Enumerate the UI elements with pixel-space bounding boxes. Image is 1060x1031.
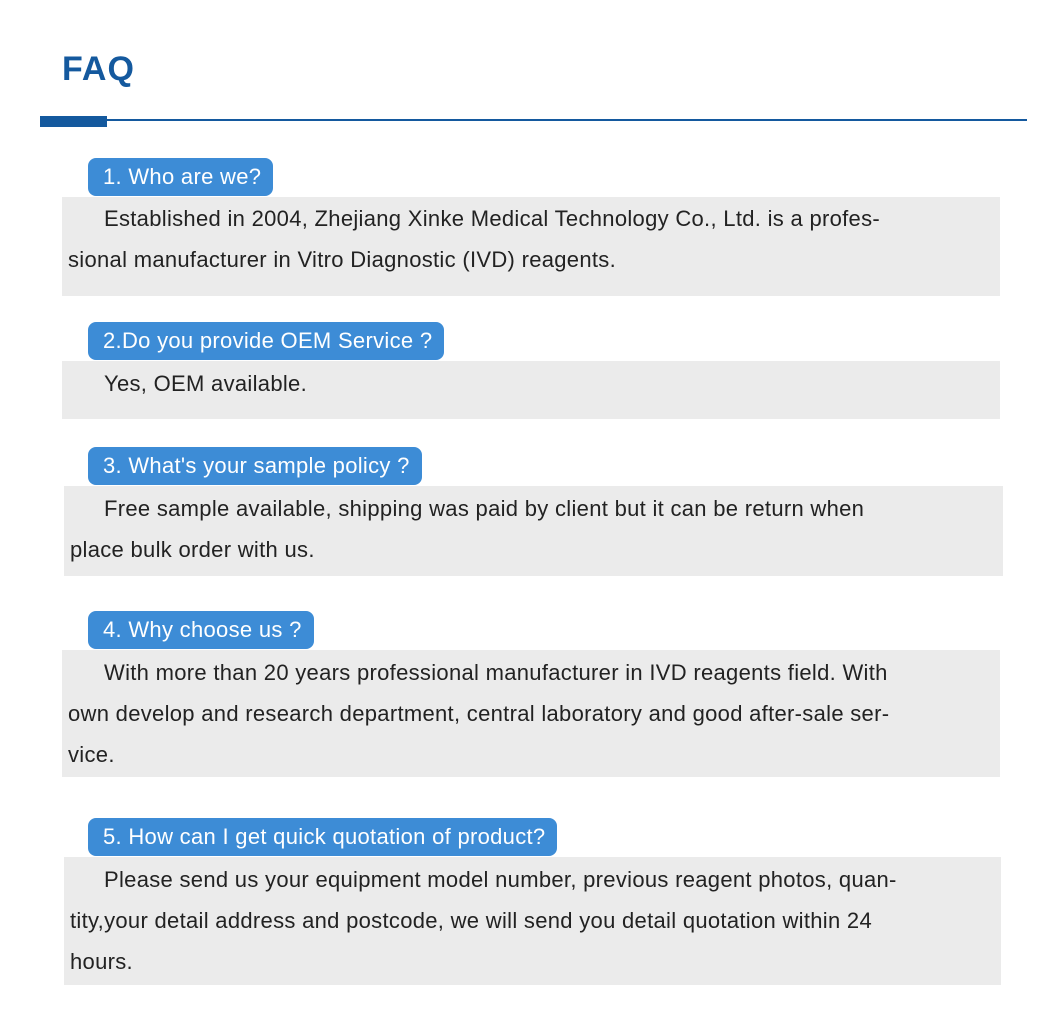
title-divider bbox=[40, 119, 1027, 121]
faq-answer-3-line-1: Free sample available, shipping was paid by client but it can be return when bbox=[104, 496, 865, 521]
page-title: FAQ bbox=[62, 50, 135, 88]
faq-answer-1-line-2: sional manufacturer in Vitro Diagnostic (IVD) reagents. bbox=[68, 247, 617, 272]
faq-answer-1-line-1: Established in 2004, Zhejiang Xinke Medical Technology Co., Ltd. is a profes- bbox=[104, 206, 881, 231]
faq-answer-2 bbox=[62, 361, 1000, 419]
faq-answer-5-line-3: hours. bbox=[70, 949, 133, 974]
faq-answer-5-line-1: Please send us your equipment model number, previous reagent photos, quan- bbox=[104, 867, 897, 892]
faq-answer-5-line-2: tity,your detail address and postcode, we will send you detail quotation within 24 bbox=[70, 908, 872, 933]
faq-answer-4-line-2: own develop and research department, central laboratory and good after-sale ser- bbox=[68, 701, 890, 726]
faq-question-2: 2.Do you provide OEM Service ? bbox=[88, 322, 444, 360]
faq-question-3: 3. What's your sample policy ? bbox=[88, 447, 422, 485]
faq-answer-3-line-2: place bulk order with us. bbox=[70, 537, 315, 562]
faq-question-5: 5. How can I get quick quotation of product? bbox=[88, 818, 557, 856]
faq-answer-2-line-1: Yes, OEM available. bbox=[104, 371, 307, 396]
faq-answer-4-line-3: vice. bbox=[68, 742, 115, 767]
faq-question-4: 4. Why choose us ? bbox=[88, 611, 314, 649]
faq-answer-3 bbox=[64, 486, 1003, 576]
faq-answer-4-line-1: With more than 20 years professional manufacturer in IVD reagents field. With bbox=[104, 660, 888, 685]
faq-answer-4 bbox=[62, 650, 1000, 777]
faq-answer-1 bbox=[62, 197, 1000, 296]
faq-answer-5 bbox=[64, 857, 1001, 985]
faq-question-1: 1. Who are we? bbox=[88, 158, 273, 196]
title-divider-accent bbox=[40, 116, 107, 127]
